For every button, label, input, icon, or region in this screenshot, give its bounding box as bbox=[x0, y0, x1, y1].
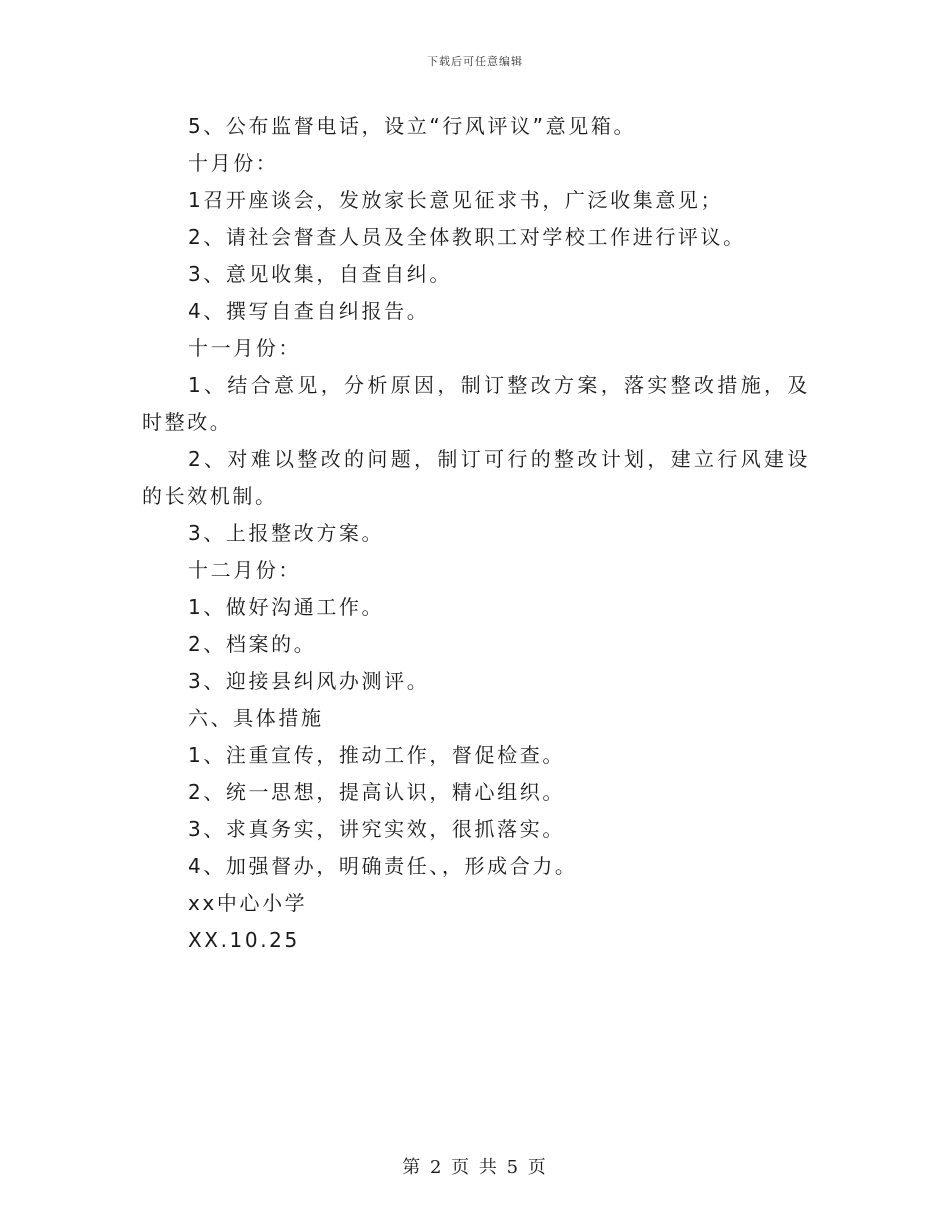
paragraph: 3、迎接县纠风办测评。 bbox=[188, 669, 430, 693]
signature-date: XX.10.25 bbox=[188, 928, 300, 952]
paragraph: 4、加强督办，明确责任、，形成合力。 bbox=[188, 854, 578, 878]
paragraph: 2、请社会督查人员及全体教职工对学校工作进行评议。 bbox=[188, 225, 746, 249]
paragraph: 3、上报整改方案。 bbox=[188, 521, 385, 545]
paragraph: 3、求真务实，讲究实效，很抓落实。 bbox=[188, 817, 565, 841]
document-body bbox=[142, 108, 810, 959]
section-heading-november: 十一月份： bbox=[188, 336, 301, 360]
download-note: 下载后可任意编辑 bbox=[427, 55, 523, 68]
paragraph: 5、公布监督电话，设立“行风评议”意见箱。 bbox=[188, 114, 637, 138]
paragraph: 2、档案的。 bbox=[188, 632, 317, 656]
section-heading-october: 十月份： bbox=[188, 151, 279, 175]
paragraph: 1召开座谈会，发放家长意见征求书，广泛收集意见； bbox=[188, 188, 724, 212]
paragraph: 1、注重宣传，推动工作，督促检查。 bbox=[188, 743, 565, 767]
paragraph: 4、撰写自查自纠报告。 bbox=[188, 299, 430, 323]
paragraph: 1、做好沟通工作。 bbox=[188, 595, 385, 619]
section-heading-december: 十二月份： bbox=[188, 558, 301, 582]
page-number: 第 2 页 共 5 页 bbox=[402, 1157, 548, 1178]
paragraph: 1、结合意见，分析原因，制订整改方案，落实整改措施，及时整改。 bbox=[142, 373, 810, 434]
section-heading-measures: 六、具体措施 bbox=[188, 706, 324, 730]
paragraph: 2、对难以整改的问题，制订可行的整改计划，建立行风建设的长效机制。 bbox=[142, 447, 810, 508]
paragraph: 3、意见收集，自查自纠。 bbox=[188, 262, 452, 286]
signature-school: xx中心小学 bbox=[188, 891, 308, 915]
paragraph: 2、统一思想，提高认识，精心组织。 bbox=[188, 780, 565, 804]
